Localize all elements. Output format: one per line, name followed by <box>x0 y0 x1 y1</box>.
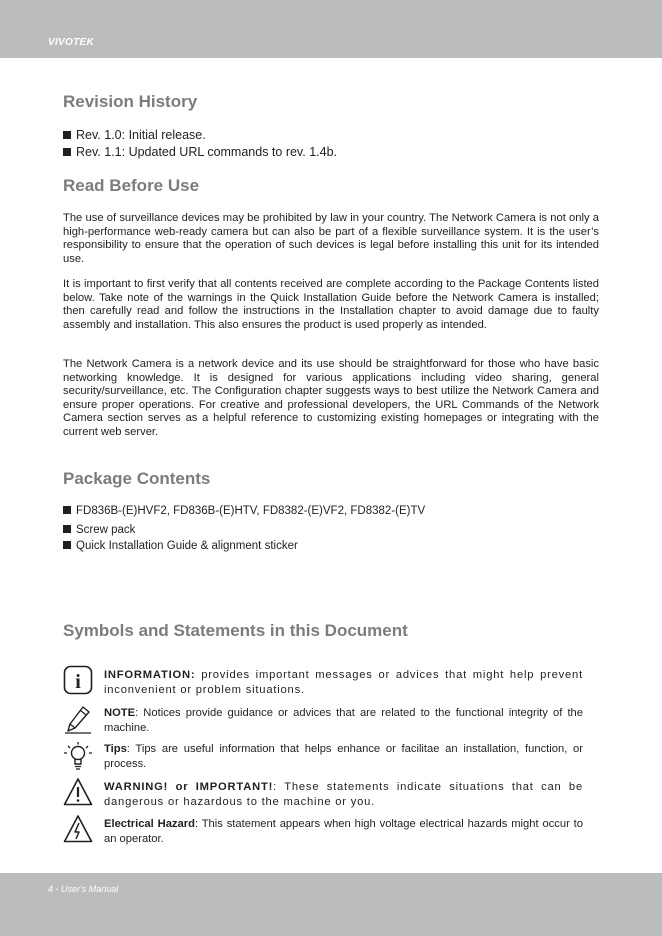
electrical-hazard-icon <box>63 814 93 844</box>
symbol-label: Electrical Hazard <box>104 818 195 830</box>
pencil-icon <box>63 704 93 734</box>
bullet-square-icon <box>63 506 71 514</box>
bullet-square-icon <box>63 525 71 533</box>
package-item: Screw pack <box>63 524 135 536</box>
package-item: Quick Installation Guide & alignment sticker <box>63 540 298 552</box>
revision-item: Rev. 1.1: Updated URL commands to rev. 1.4b. <box>63 145 337 159</box>
page-footer-band <box>0 873 662 936</box>
symbol-electrical-hazard-text: Electrical Hazard: This statement appears when high voltage electrical hazards might occur to an operator. <box>104 818 584 845</box>
read-before-use-heading: Read Before Use <box>63 176 200 195</box>
information-icon <box>63 665 93 695</box>
package-item: FD836B-(E)HVF2, FD836B-(E)HTV, FD8382-(E)VF2, FD8382-(E)TV <box>63 505 425 517</box>
paragraph: The use of surveillance devices may be prohibited by law in your country. The Network Camera is not only a high-performance web-ready camera but can also be part of a flexible surveillance system. It is the user’s responsibility to ensure that the operation of such devices is legal before installing this unit for its intended use. <box>63 212 599 265</box>
svg-text:i: i <box>75 671 81 693</box>
bullet-square-icon <box>63 148 71 156</box>
symbol-information-text: INFORMATION: provides important messages or advices that might help prevent inconvenient or problem situations. <box>104 669 583 696</box>
symbol-warning-text: WARNING! or IMPORTANT!: These statements indicate situations that can be dangerous or hazardous to the machine or you. <box>104 781 583 808</box>
symbol-label: INFORMATION: <box>104 669 196 681</box>
symbols-heading: Symbols and Statements in this Document <box>63 621 408 640</box>
package-contents-heading: Package Contents <box>63 469 211 488</box>
page-number-label: 4 - User's Manual <box>48 884 119 894</box>
paragraph: The Network Camera is a network device and its use should be straightforward for those who have basic networking knowledge. It is designed for various applications including video sharing, general security/surveillance, etc. The Configuration chapter suggests ways to best utilize the Network Camera and ensure proper operations. For creative and professional developers, the URL Commands of the Network Camera section serves as a helpful reference to customizing existing homepages or integrating with the current web server. <box>63 358 599 438</box>
page-header-band <box>0 0 662 58</box>
symbol-label: Tips <box>104 743 127 755</box>
bullet-square-icon <box>63 131 71 139</box>
revision-item: Rev. 1.0: Initial release. <box>63 128 206 142</box>
symbol-label: WARNING! or IMPORTANT! <box>104 781 274 793</box>
paragraph: It is important to first verify that all contents received are complete according to the Package Contents listed below. Take note of the warnings in the Quick Installation Guide before the Network Camera is installed; then carefully read and follow the instructions in the Installation chapter to avoid damage due to faulty assembly and installation. This also ensures the product is used properly as intended. <box>63 278 599 331</box>
symbol-label: NOTE <box>104 707 136 719</box>
lightbulb-icon <box>63 741 93 771</box>
bullet-square-icon <box>63 541 71 549</box>
revision-history-heading: Revision History <box>63 92 198 111</box>
warning-icon <box>63 777 93 807</box>
symbol-tips-text: Tips: Tips are useful information that helps enhance or facilitae an installation, function, or process. <box>104 743 583 770</box>
brand-label: VIVOTEK <box>48 37 94 48</box>
symbol-note-text: NOTE: Notices provide guidance or advices that are related to the functional integrity of the machine. <box>104 707 583 734</box>
